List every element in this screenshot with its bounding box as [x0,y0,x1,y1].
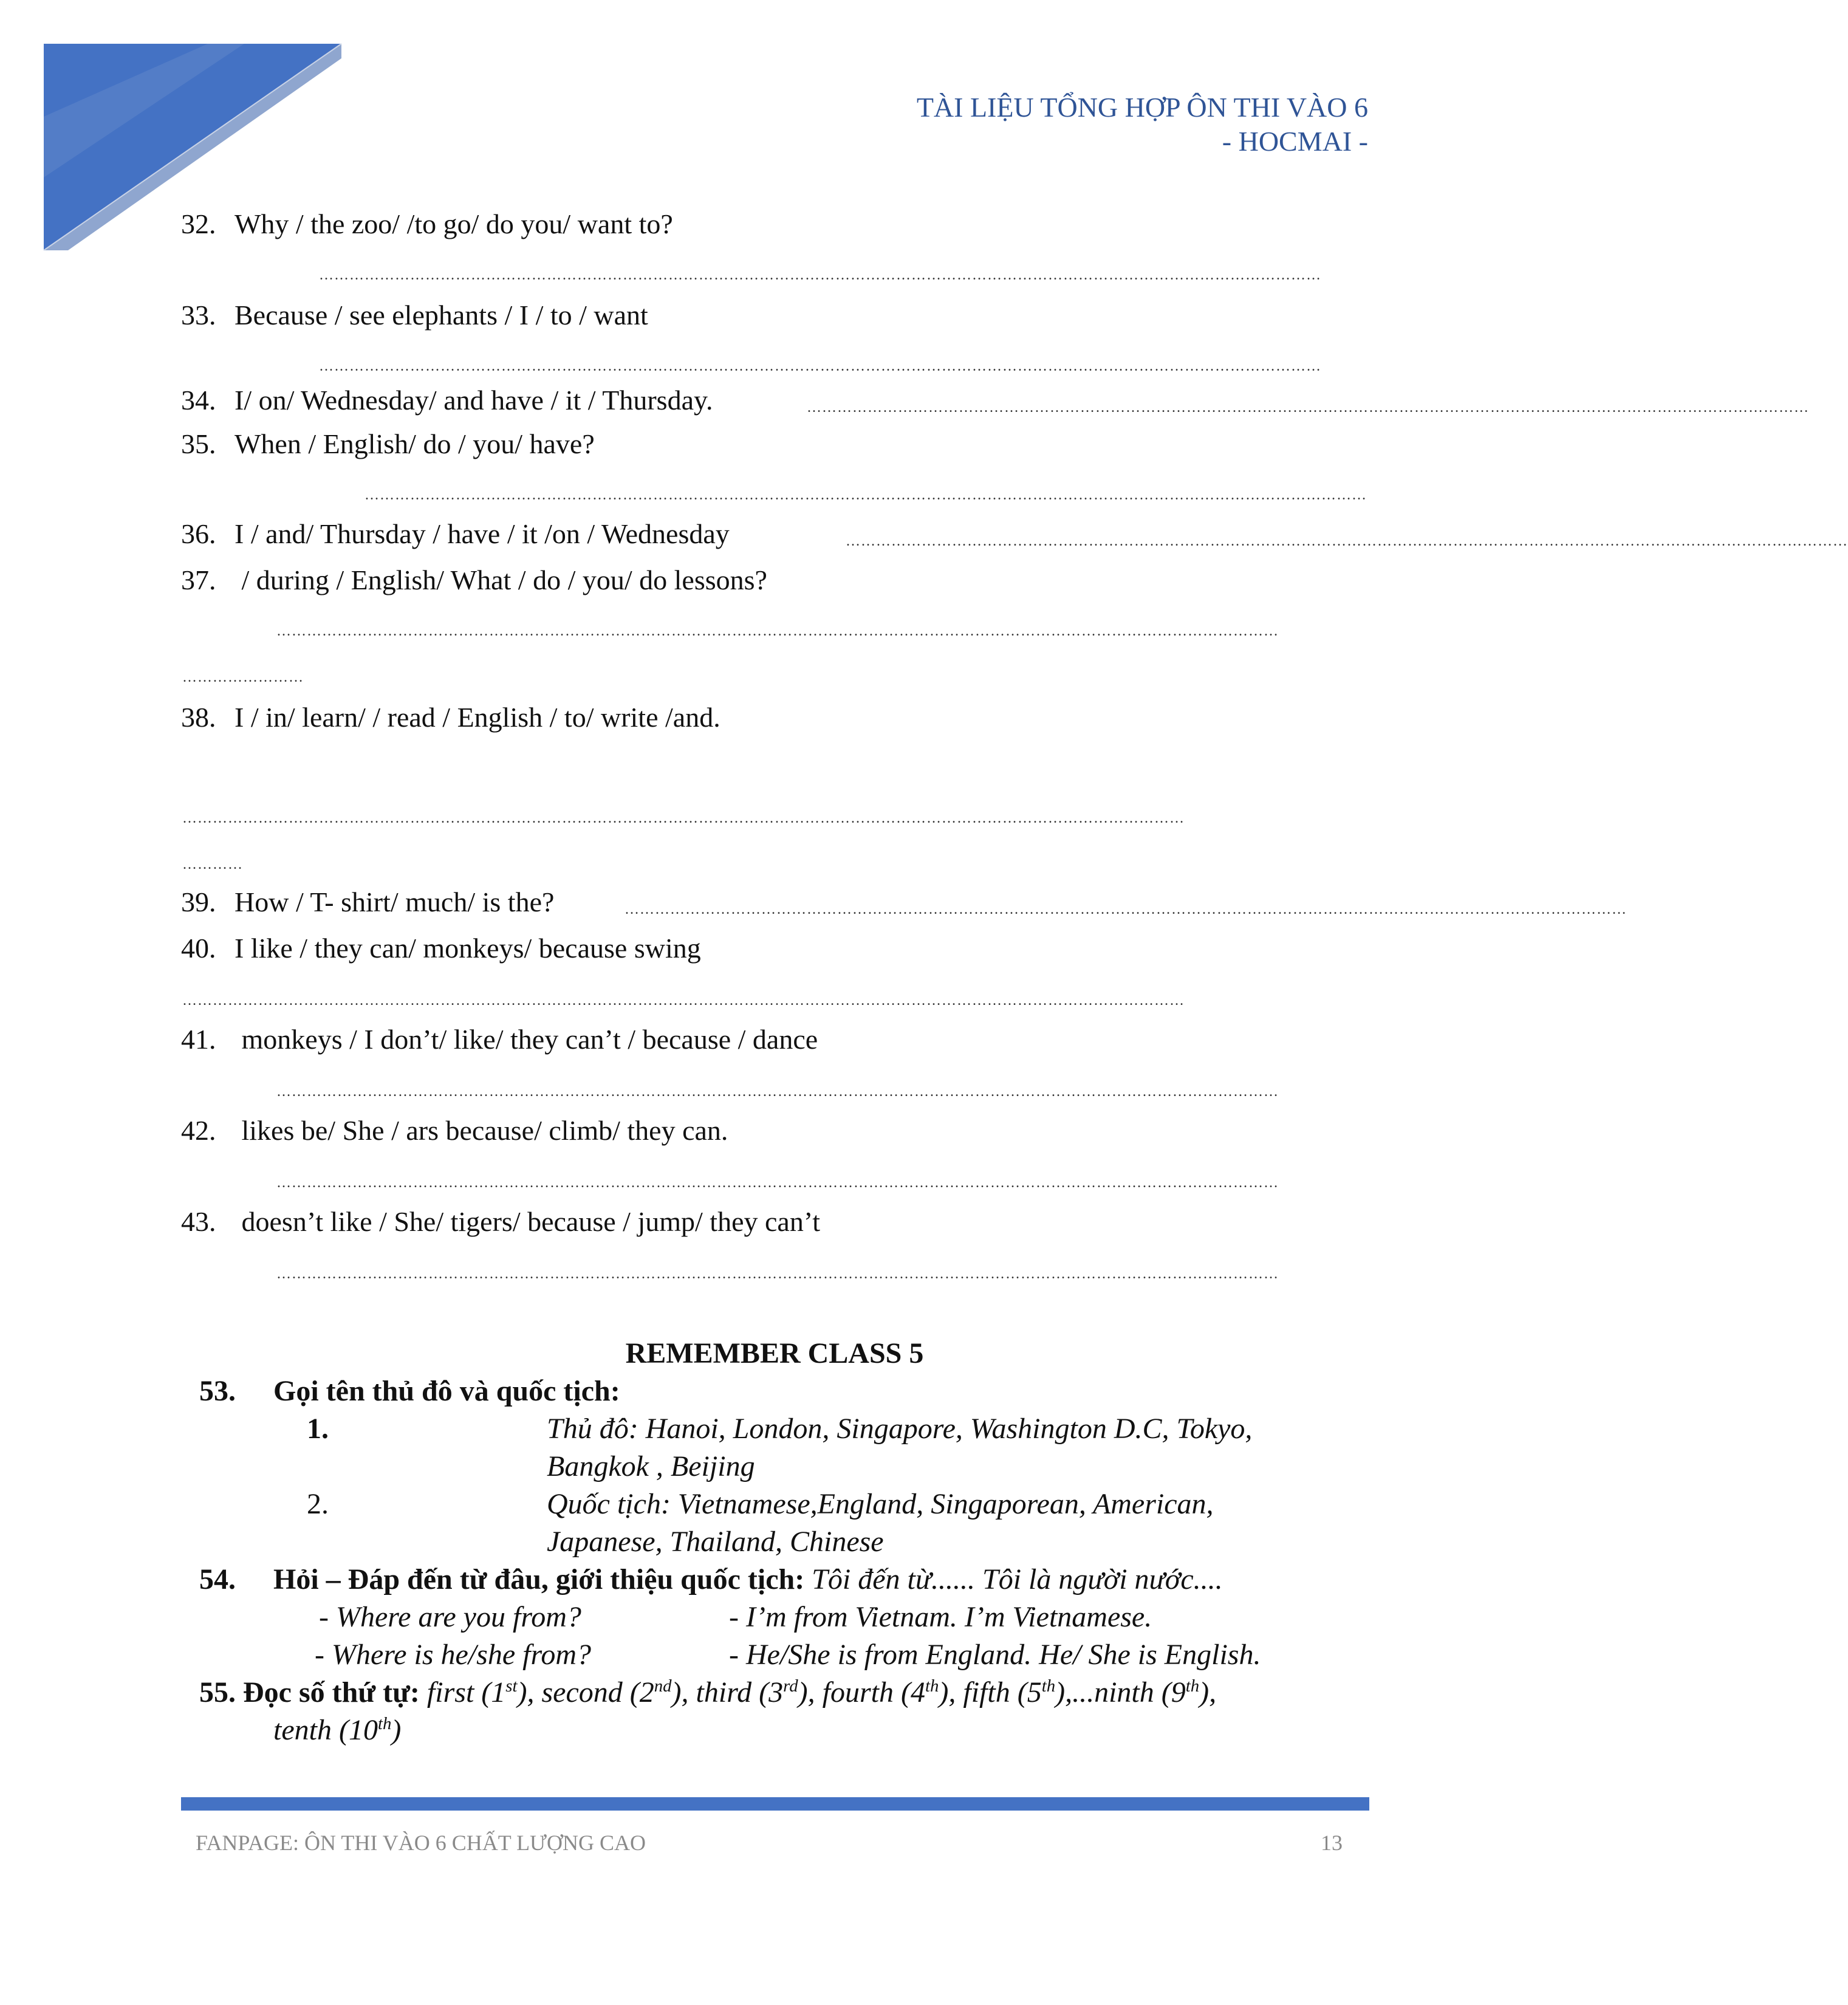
answer-line-37-cont: …………………… [182,670,304,685]
question-39: 39. How / T- shirt/ much/ is the? [181,886,555,917]
answer-line-41: ……………………………………………………………………………………………………………………………………………………………………………… [276,1084,1279,1100]
question-36: 36. I / and/ Thursday / have / it /on / Wednesday [181,518,730,549]
item-1-number: 1. [307,1413,329,1445]
question-35: 35. When / English/ do / you/ have? [181,428,595,459]
q54-answer-1: - I’m from Vietnam. I’m Vietnamese. [729,1601,1152,1633]
question-41: 41. monkeys / I don’t/ like/ they can’t / because / dance [181,1024,818,1055]
answer-line-38: ……………………………………………………………………………………………………………………………………………………………………………… [182,811,1185,826]
q54-line [273,1563,1223,1596]
q53-number: 53. [199,1375,236,1407]
section-title: REMEMBER CLASS 5 [625,1337,924,1369]
question-42: 42. likes be/ She / ars because/ climb/ they can. [181,1115,728,1146]
q54-answer-2: - He/She is from England. He/ She is English. [729,1639,1261,1671]
question-32: 32. Why / the zoo/ /to go/ do you/ want to? [181,208,673,239]
answer-line-34: ……………………………………………………………………………………………………………………………………………………………………………… [807,400,1809,416]
answer-line-33: ……………………………………………………………………………………………………………………………………………………………………………… [319,358,1321,374]
q54-question-1: - Where are you from? [319,1601,581,1633]
answer-line-38-cont: ………… [182,857,243,872]
capitals-line-1: Thủ đô: Hanoi, London, Singapore, Washington D.C, Tokyo, [547,1413,1253,1445]
q53-title: Gọi tên thủ đô và quốc tịch: [273,1375,620,1407]
q54-title: Hỏi – Đáp đến từ đâu, giới thiệu quốc tịch: [273,1563,805,1595]
nationalities-line-2: Japanese, Thailand, Chinese [547,1526,884,1558]
ordinals-text: first (1st), second (2nd), third (3rd), fourth (4th), fifth (5th),...ninth (9th), [426,1676,1217,1709]
question-33: 33. Because / see elephants / I / to / want [181,300,648,331]
footer-fanpage: FANPAGE: ÔN THI VÀO 6 CHẤT LƯỢNG CAO [196,1831,646,1855]
answer-line-36: ……………………………………………………………………………………………………………………………………………………………………………… [846,533,1848,549]
answer-line-42: ……………………………………………………………………………………………………………………………………………………………………………… [276,1175,1279,1191]
q55-title: Đọc số thứ tự: [243,1676,420,1709]
question-43: 43. doesn’t like / She/ tigers/ because / jump/ they can’t [181,1206,821,1237]
answer-line-32: ……………………………………………………………………………………………………………………………………………………………………………… [319,267,1321,283]
header-title: TÀI LIỆU TỔNG HỢP ÔN THI VÀO 6 [916,92,1368,123]
ordinals-text-cont: tenth (10th) [273,1714,402,1746]
q54-question-2: - Where is he/she from? [315,1639,592,1671]
q54-number: 54. [199,1563,236,1595]
answer-line-35: ……………………………………………………………………………………………………………………………………………………………………………… [364,487,1367,503]
question-34: 34. I/ on/ Wednesday/ and have / it / Thursday. [181,385,713,416]
capitals-line-2: Bangkok , Beijing [547,1450,755,1482]
q55-line [199,1676,1216,1709]
answer-line-43: ……………………………………………………………………………………………………………………………………………………………………………… [276,1266,1279,1282]
item-2-number: 2. [307,1488,329,1520]
question-40: 40. I like / they can/ monkeys/ because swing [181,933,701,964]
q54-hint: Tôi đến từ...... Tôi là người nước.... [812,1563,1223,1595]
header-subtitle: - HOCMAI - [1222,126,1368,157]
q55-number: 55. [199,1676,236,1709]
answer-line-37: ……………………………………………………………………………………………………………………………………………………………………………… [276,623,1279,639]
page-number: 13 [1321,1831,1343,1855]
answer-line-40: ……………………………………………………………………………………………………………………………………………………………………………… [182,993,1185,1009]
nationalities-line-1: Quốc tịch: Vietnamese,England, Singaporean, American, [547,1488,1214,1520]
question-38: 38. I / in/ learn/ / read / English / to/ write /and. [181,702,720,733]
footer-bar [181,1797,1369,1811]
question-37: 37. / during / English/ What / do / you/ do lessons? [181,564,767,595]
answer-line-39: ……………………………………………………………………………………………………………………………………………………………………………… [625,902,1627,917]
